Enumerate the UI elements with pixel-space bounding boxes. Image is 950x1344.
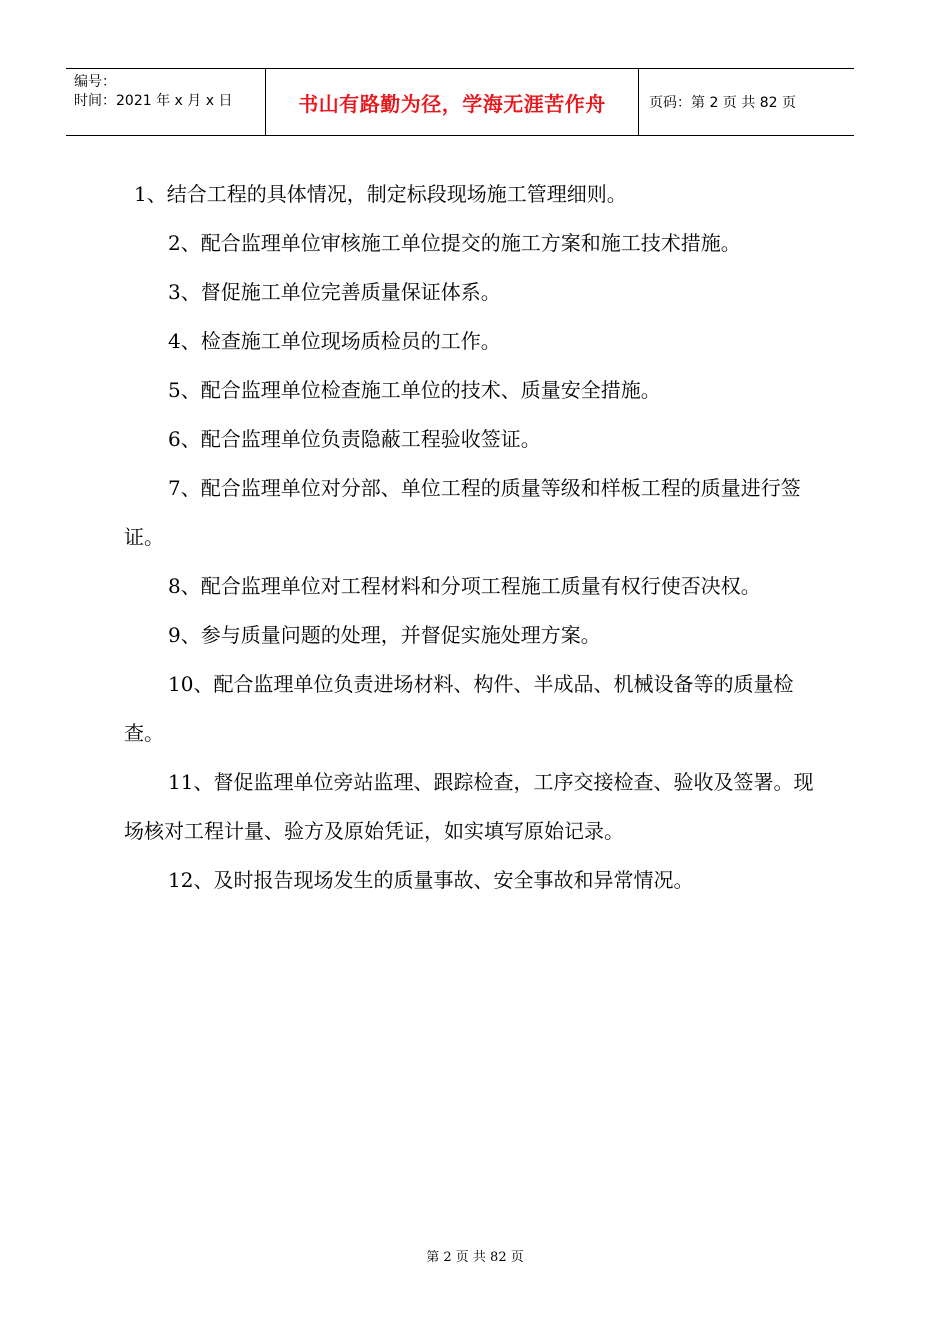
- list-item: 10、配合监理单位负责进场材料、构件、半成品、机械设备等的质量检查。: [124, 672, 794, 745]
- document-time-label: 时间：2021 年 x 月 x 日: [74, 93, 233, 109]
- header-page-info: 页码：第 2 页 共 82 页: [649, 95, 796, 111]
- list-item: 9、参与质量问题的处理，并督促实施处理方案。: [168, 623, 601, 647]
- header-motto: 书山有路勤为径，学海无涯苦作舟: [266, 69, 639, 135]
- document-header-table: [66, 68, 854, 136]
- document-number-label: 编号：: [74, 74, 116, 90]
- list-item: 11、督促监理单位旁站监理、跟踪检查，工序交接检查、验收及签署。现场核对工程计量、验方及原始凭证，如实填写原始记录。: [124, 770, 814, 843]
- page-footer: 第 2 页 共 82 页: [426, 1250, 524, 1265]
- list-item: 8、配合监理单位对工程材料和分项工程施工质量有权行使否决权。: [168, 574, 761, 598]
- list-item: 4、检查施工单位现场质检员的工作。: [168, 329, 501, 353]
- header-meta-cell: [66, 69, 266, 135]
- list-item: 3、督促施工单位完善质量保证体系。: [168, 280, 501, 304]
- document-body: [124, 170, 824, 905]
- list-item: 12、及时报告现场发生的质量事故、安全事故和异常情况。: [168, 868, 694, 892]
- list-item: 2、配合监理单位审核施工单位提交的施工方案和施工技术措施。: [168, 231, 741, 255]
- list-item: 7、配合监理单位对分部、单位工程的质量等级和样板工程的质量进行签证。: [124, 476, 801, 549]
- list-item: 6、配合监理单位负责隐蔽工程验收签证。: [168, 427, 541, 451]
- list-item: 5、配合监理单位检查施工单位的技术、质量安全措施。: [168, 378, 661, 402]
- list-item: 1、结合工程的具体情况，制定标段现场施工管理细则。: [134, 182, 627, 206]
